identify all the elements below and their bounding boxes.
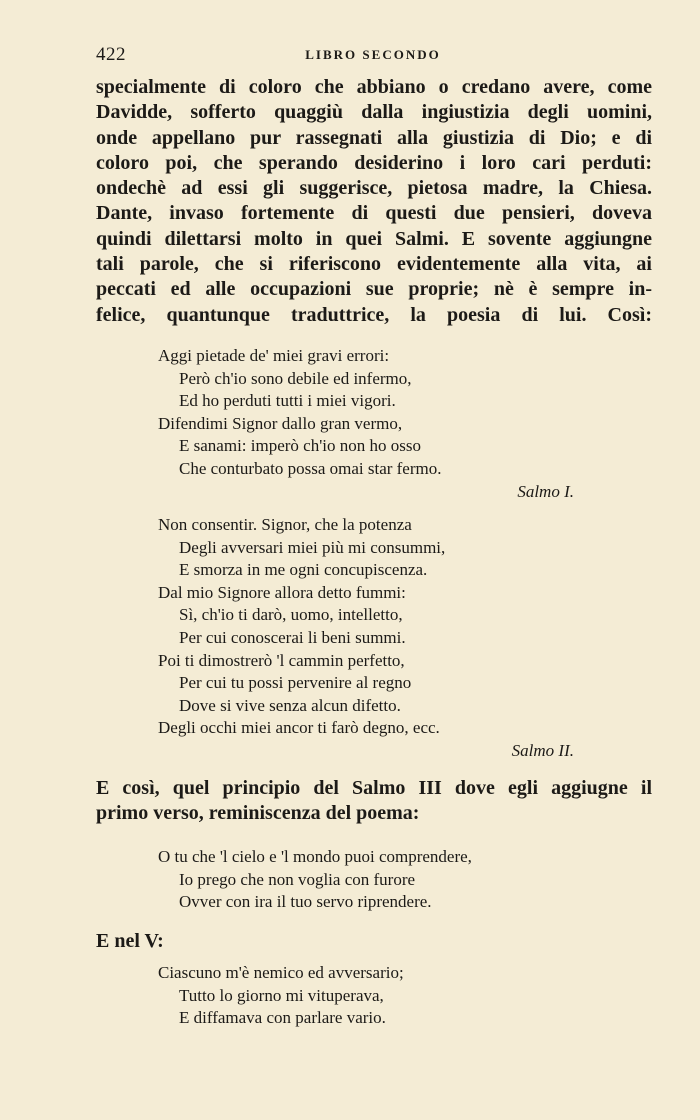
verse-line: Ciascuno m'è nemico ed avversario; [158,963,404,982]
psalm-source: Salmo I. [517,481,574,501]
verse-line: Dal mio Signore allora detto fummi: [158,582,406,602]
verse-line: Per cui tu possi pervenire al regno [179,673,412,693]
verse-line: Difendimi Signor dallo gran vermo, [158,413,403,433]
prose-line: felice, quantunque traduttrice, la poesia di lui. Così: [96,303,652,326]
prose-line: peccati ed alle occupazioni sue proprie; nè è sempre in- [96,278,652,301]
prose-line: specialmente di coloro che abbiano o credano avere, come [96,76,652,98]
verse-line: Degli avversari miei più mi consummi, [179,537,446,557]
prose-paragraph-2 [96,776,652,827]
verse-stanza-4 [158,962,608,1030]
prose-paragraph-3 [96,929,652,954]
verse-line: Per cui conoscerai li beni summi. [179,627,406,647]
verse-line: O tu che 'l cielo e 'l mondo puoi comprendere, [158,847,472,866]
verse-line: Io prego che non voglia con furore [179,869,416,889]
verse-line: Aggi pietade de' miei gravi errori: [158,346,390,365]
verse-stanza-3 [158,846,608,914]
prose-line: primo verso, reminiscenza del poema: [96,802,420,825]
verse-stanza-1 [158,345,608,503]
verse-line: E sanami: imperò ch'io non ho osso [179,436,421,456]
verse-line: Dove si vive senza alcun difetto. [179,695,401,715]
verse-line: Sì, ch'io ti darò, uomo, intelletto, [179,605,403,625]
verse-line: Ed ho perduti tutti i miei vigori. [179,391,396,411]
page-header [96,44,650,70]
verse-line: E diffamava con parlare vario. [179,1008,386,1028]
verse-line: Degli occhi miei ancor ti farò degno, ecc. [158,718,440,738]
prose-paragraph-1 [96,75,652,328]
prose-line: tali parole, che si riferiscono evidentemente alla vita, ai [96,253,652,276]
verse-line: Ovver con ira il tuo servo riprendere. [179,892,432,912]
verse-line: Non consentir. Signor, che la potenza [158,515,412,534]
running-head: LIBRO SECONDO [305,47,441,62]
prose-line: Davidde, sofferto quaggiù dalla ingiustizia degli uomini, [96,101,652,124]
verse-line: Poi ti dimostrerò 'l cammin perfetto, [158,650,405,670]
verse-line: Però ch'io sono debile ed infermo, [179,368,412,388]
prose-line: Dante, invaso fortemente di questi due pensieri, doveva [96,202,652,225]
psalm-source: Salmo II. [511,740,574,760]
verse-line: E smorza in me ogni concupiscenza. [179,560,428,580]
verse-stanza-2 [158,514,608,763]
verse-line: Che conturbato possa omai star fermo. [179,458,442,478]
prose-line: coloro poi, che sperando desiderino i loro cari perduti: [96,151,652,174]
prose-line: E nel V: [96,930,164,952]
prose-line: quindi dilettarsi molto in quei Salmi. E sovente aggiungne [96,227,652,250]
verse-line: Tutto lo giorno mi vituperava, [179,985,384,1005]
prose-line: onde appellano pur rassegnati alla giustizia di Dio; e di [96,126,652,149]
prose-line: E così, quel principio del Salmo III dove egli aggiugne il [96,777,652,799]
page-number: 422 [96,44,126,65]
prose-line: ondechè ad essi gli suggerisce, pietosa madre, la Chiesa. [96,177,652,200]
